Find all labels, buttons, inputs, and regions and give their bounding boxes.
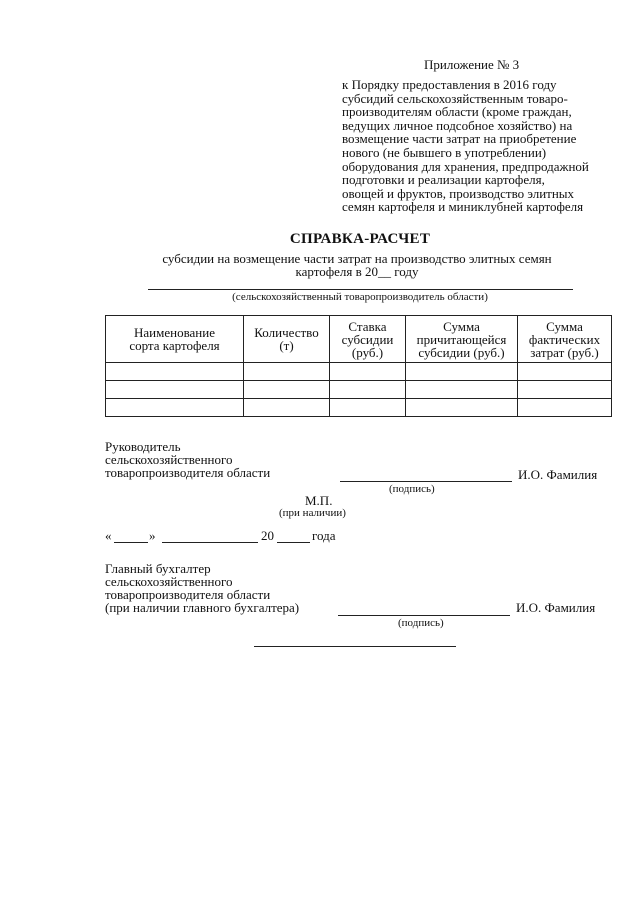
table-cell[interactable] bbox=[330, 363, 406, 381]
accountant-role-line: Главный бухгалтер bbox=[105, 561, 211, 576]
head-role-line: сельскохозяйственного bbox=[105, 452, 233, 467]
date-close-quote: » bbox=[149, 528, 156, 543]
head-role-line: товаропроизводителя области bbox=[105, 465, 271, 480]
stamp-label: М.П. bbox=[305, 493, 333, 508]
accountant-role-line: товаропроизводителя области bbox=[105, 587, 271, 602]
date-open-quote: « bbox=[105, 528, 112, 543]
table-cell[interactable] bbox=[406, 399, 518, 417]
table-row bbox=[106, 363, 612, 381]
table-cell[interactable] bbox=[406, 381, 518, 399]
table-cell[interactable] bbox=[106, 381, 244, 399]
header-subsidy-amount: Сумма причитающейся субсидии (руб.) bbox=[406, 316, 518, 363]
producer-caption: (сельскохозяйственный товаропроизводитель области) bbox=[232, 291, 488, 303]
accountant-signature-line[interactable] bbox=[338, 615, 510, 616]
table-cell[interactable] bbox=[518, 363, 612, 381]
head-sign-caption: (подпись) bbox=[389, 483, 435, 495]
basis-line: к Порядку предоставления в 2016 году bbox=[342, 77, 557, 92]
date-day-blank[interactable] bbox=[114, 542, 148, 543]
appendix-number: Приложение № 3 bbox=[424, 57, 520, 72]
producer-underline bbox=[148, 289, 573, 290]
stamp-note: (при наличии) bbox=[279, 507, 346, 519]
header-quantity: Количество (т) bbox=[244, 316, 330, 363]
basis-line: ведущих личное подсобное хозяйство) на bbox=[342, 117, 573, 133]
head-signature-line[interactable] bbox=[340, 481, 512, 482]
table-cell[interactable] bbox=[518, 381, 612, 399]
basis-line: нового (не бывшего в употреблении) bbox=[342, 144, 547, 160]
date-year-blank[interactable] bbox=[277, 542, 310, 543]
document-subtitle-line2: картофеля в 20__ году bbox=[295, 264, 419, 279]
basis-line: подготовки и реализации картофеля, bbox=[342, 172, 545, 188]
table-cell[interactable] bbox=[244, 381, 330, 399]
closing-separator bbox=[254, 646, 456, 647]
header-actual-costs: Сумма фактических затрат (руб.) bbox=[518, 316, 612, 363]
basis-line: производителям области (кроме граждан, bbox=[342, 104, 572, 120]
document-title: СПРАВКА-РАСЧЕТ bbox=[289, 231, 431, 247]
head-name: И.О. Фамилия bbox=[518, 467, 598, 482]
basis-line: субсидий сельскохозяйственным товаро- bbox=[342, 90, 568, 106]
appendix-basis bbox=[342, 78, 614, 214]
table-header-row bbox=[106, 316, 612, 363]
table-cell[interactable] bbox=[330, 399, 406, 417]
accountant-role-line: сельскохозяйственного bbox=[105, 574, 233, 589]
table-cell[interactable] bbox=[518, 399, 612, 417]
document-subtitle-line1: субсидии на возмещение части затрат на производство элитных семян bbox=[162, 251, 552, 266]
header-rate: Ставка субсидии (руб.) bbox=[330, 316, 406, 363]
head-role-line: Руководитель bbox=[105, 439, 181, 454]
date-year-prefix: 20 bbox=[261, 528, 274, 543]
basis-line: оборудования для хранения, предпродажной bbox=[342, 158, 589, 174]
accountant-name: И.О. Фамилия bbox=[516, 600, 596, 615]
table-cell[interactable] bbox=[244, 399, 330, 417]
basis-line: семян картофеля и миниклубней картофеля bbox=[342, 199, 584, 215]
table-cell[interactable] bbox=[406, 363, 518, 381]
accountant-role-line: (при наличии главного бухгалтера) bbox=[105, 600, 300, 615]
table-row bbox=[106, 381, 612, 399]
basis-line: возмещение части затрат на приобретение bbox=[342, 131, 577, 147]
table-cell[interactable] bbox=[106, 363, 244, 381]
basis-line: овощей и фруктов, производство элитных bbox=[342, 185, 575, 201]
calculation-table bbox=[105, 315, 612, 417]
table-cell[interactable] bbox=[106, 399, 244, 417]
date-month-blank[interactable] bbox=[162, 542, 258, 543]
date-year-suffix: года bbox=[312, 528, 336, 543]
table-cell[interactable] bbox=[330, 381, 406, 399]
header-variety: Наименование сорта картофеля bbox=[106, 316, 244, 363]
table-cell[interactable] bbox=[244, 363, 330, 381]
table-row bbox=[106, 399, 612, 417]
accountant-sign-caption: (подпись) bbox=[398, 617, 444, 629]
